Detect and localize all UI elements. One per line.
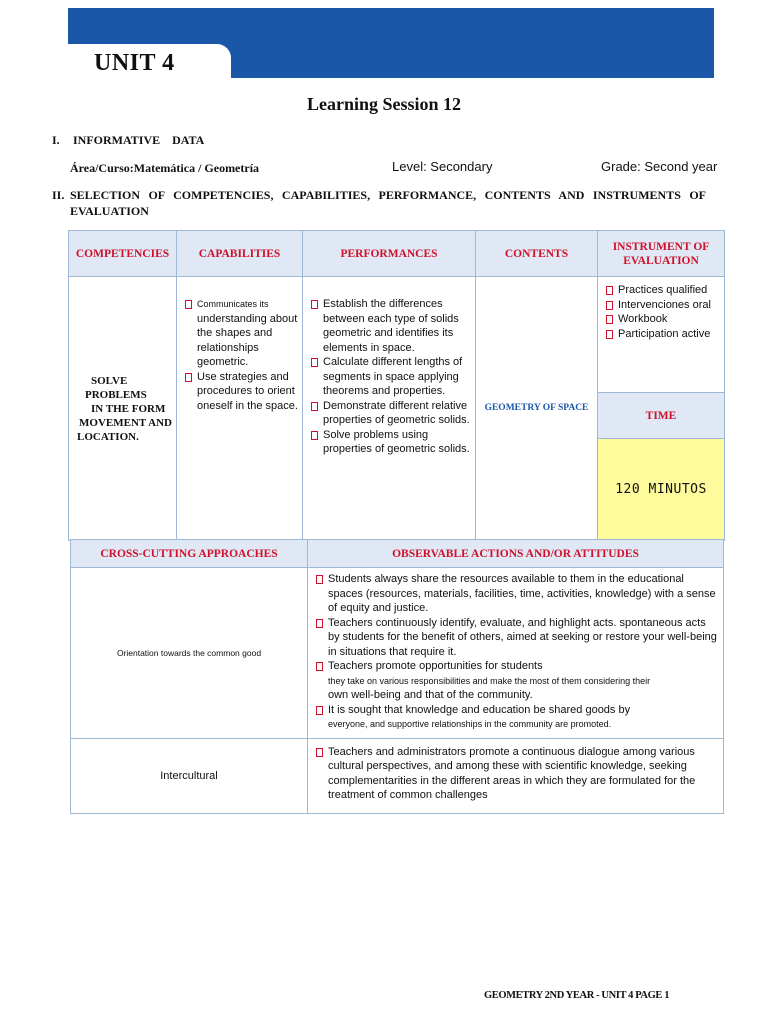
instrument-item: Intervenciones oral [606, 298, 720, 313]
session-title: Learning Session 12 [306, 94, 462, 114]
approach-cell: Orientation towards the common good [71, 568, 308, 739]
action-text: It is sought that knowledge and education be shared goods by [328, 703, 631, 716]
content-cell: GEOMETRY OF SPACE [476, 277, 598, 541]
capability-item [185, 297, 298, 370]
area-course: Área/Curso:Matemática / Geometría [70, 161, 260, 175]
contents-header: CONTENTS [476, 231, 598, 277]
capability-small: Communicates its [197, 299, 269, 309]
capability-text: understanding about the shapes and relationships geometric. [197, 312, 298, 368]
unit-title: UNIT 4 [94, 50, 175, 76]
competency-line: MOVEMENT AND [79, 416, 172, 429]
section-2-number: II. [52, 188, 65, 202]
action-small: they take on various responsibilities and make the most of them considering their [328, 675, 651, 686]
grade: Grade: Second year [601, 159, 718, 174]
approach-cell: Intercultural [71, 738, 308, 813]
approaches-header: CROSS-CUTTING APPROACHES [71, 540, 308, 568]
section-1-title: INFORMATIVE DATA [73, 133, 205, 147]
instrument-header: INSTRUMENT OF EVALUATION [598, 231, 725, 277]
instruments-cell [598, 277, 725, 393]
action-small: everyone, and supportive relationships in the community are promoted. [328, 719, 612, 729]
actions-cell [308, 568, 724, 739]
action-item: Teachers and administrators promote a continuous dialogue among various cultural perspectives, and among these with scientific knowledge, seeking complementarities in the different areas in which they are formulated for the treatment of common challenges [316, 745, 717, 803]
performances-header: PERFORMANCES [303, 231, 476, 277]
instrument-item: Participation active [606, 327, 720, 342]
action-item: Students always share the resources available to them in the educational spaces (resources, materials, facilities, time, activities, knowledge) with a sense of equity and justice. [316, 572, 717, 616]
performance-item: Solve problems using properties of geometric solids. [311, 428, 471, 457]
performance-item: Establish the differences between each type of solids geometric and identifies its elements in space. [311, 297, 471, 355]
actions-header: OBSERVABLE ACTIONS AND/OR ATTITUDES [308, 540, 724, 568]
capabilities-cell [177, 277, 303, 541]
section-1-heading [52, 133, 204, 148]
performances-cell [303, 277, 476, 541]
competencies-header: COMPETENCIES [69, 231, 177, 277]
action-item: Teachers continuously identify, evaluate, and highlight acts. spontaneous acts by students for the benefit of others, aimed at seeking or restore your well-being in situations that require it. [316, 616, 717, 660]
actions-cell [308, 738, 724, 813]
instrument-item: Workbook [606, 312, 720, 327]
action-text: Teachers promote opportunities for students [328, 660, 543, 672]
time-value: 120 MINUTOS [598, 439, 725, 541]
performance-item: Calculate different lengths of segments in space applying theorems and properties. [311, 355, 471, 399]
competency-line: LOCATION. [77, 430, 139, 443]
action-item [316, 703, 717, 732]
competency-line: PROBLEMS [85, 388, 147, 401]
level: Level: Secondary [392, 159, 493, 174]
capabilities-header: CAPABILITIES [177, 231, 303, 277]
time-header: TIME [598, 393, 725, 439]
competency-cell [69, 277, 177, 541]
competency-line: SOLVE [91, 374, 128, 387]
performance-item: Demonstrate different relative properties of geometric solids. [311, 399, 471, 428]
section-1-number: I. [52, 133, 60, 147]
competency-line: IN THE FORM [91, 402, 166, 415]
capability-text: Use strategies and procedures to orient oneself in the space. [197, 370, 298, 412]
competency-table [68, 230, 725, 541]
approaches-table [70, 539, 724, 814]
instrument-item: Practices qualified [606, 283, 720, 298]
action-item [316, 659, 717, 703]
action-text: own well-being and that of the community. [328, 689, 533, 701]
section-2-title: SELECTION OF COMPETENCIES, CAPABILITIES, PERFORMANCE, CONTENTS AND INSTRUMENTS OF EVALUATION [70, 188, 706, 218]
capability-item [185, 370, 298, 414]
section-2-heading [52, 187, 706, 219]
page-footer: GEOMETRY 2ND YEAR - UNIT 4 PAGE 1 [484, 990, 670, 1001]
